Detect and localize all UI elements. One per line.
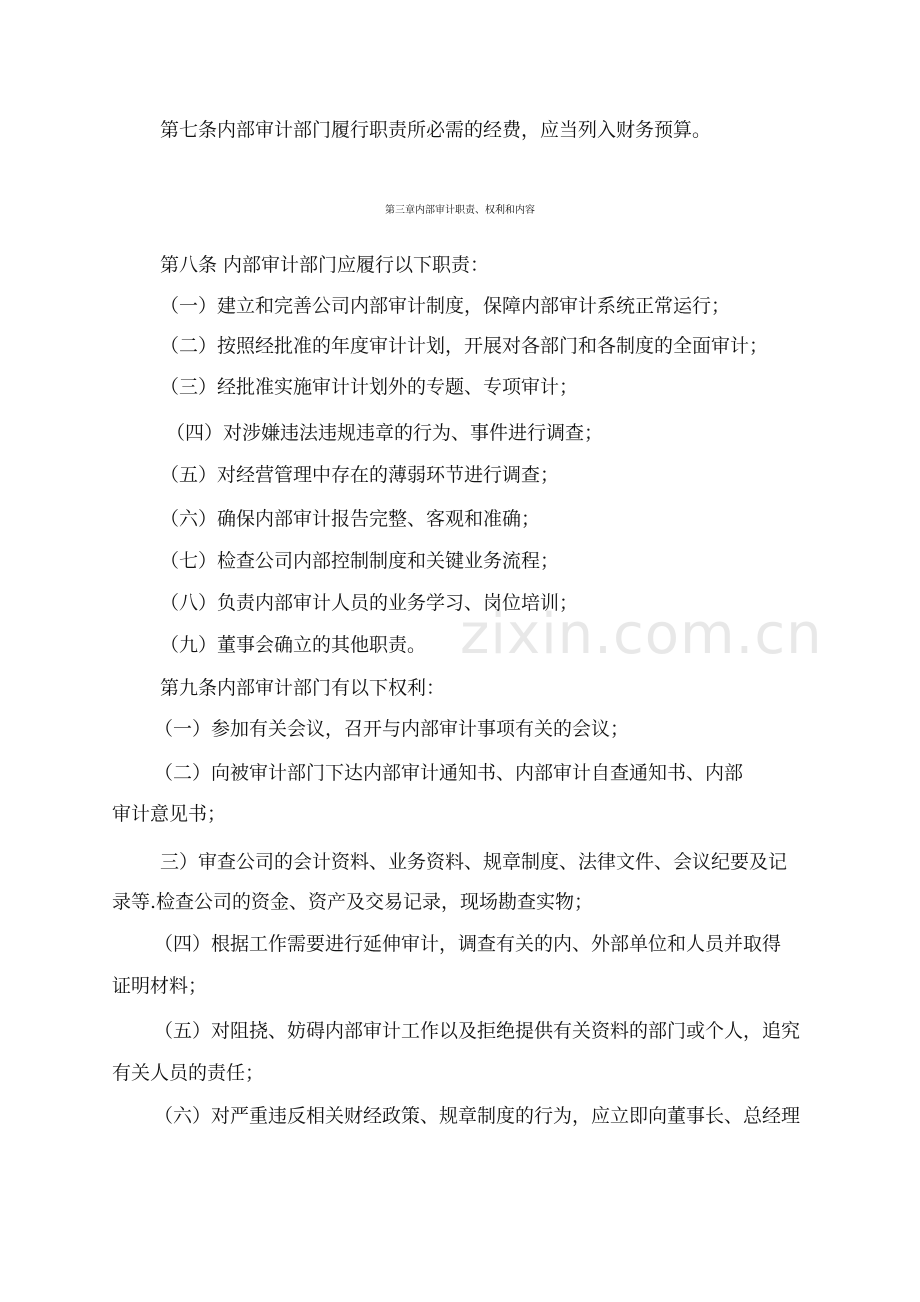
right-item-2-line-1: （二）向被审计部门下达内部审计通知书、内部审计自查通知书、内部 bbox=[154, 762, 744, 784]
duty-item-3: （三）经批准实施审计计划外的专题、专项审计； bbox=[160, 376, 579, 398]
chapter-3-heading: 第三章内部审计职责、权利和内容 bbox=[385, 205, 535, 216]
duty-item-2: （二）按照经批准的年度审计计划，开展对各部门和各制度的全面审计； bbox=[160, 335, 769, 357]
duty-item-9: （九）董事会确立的其他职责。 bbox=[160, 634, 427, 656]
right-item-3-line-2: 录等.检查公司的资金、资产及交易记录，现场勘查实物； bbox=[112, 891, 594, 913]
right-item-1: （一）参加有关会议，召开与内部审计事项有关的会议； bbox=[154, 718, 630, 740]
duty-item-7: （七）检查公司内部控制制度和关键业务流程； bbox=[160, 550, 560, 572]
right-item-5-line-1: （五）对阻挠、妨碍内部审计工作以及拒绝提供有关资料的部门或个人，追究 bbox=[154, 1020, 801, 1042]
duty-item-6: （六）确保内部审计报告完整、客观和准确； bbox=[160, 508, 541, 530]
duty-item-1: （一）建立和完善公司内部审计制度，保障内部审计系统正常运行； bbox=[160, 295, 731, 317]
article-8-intro: 第八条 内部审计部门应履行以下职责： bbox=[160, 254, 490, 276]
right-item-5-line-2: 有关人员的责任； bbox=[112, 1062, 265, 1084]
article-9-intro: 第九条内部审计部门有以下权利： bbox=[160, 677, 446, 699]
right-item-2-line-2: 审计意见书； bbox=[112, 803, 227, 825]
watermark: zixin.com.cn bbox=[460, 602, 823, 667]
right-item-3-line-1: 三）审查公司的会计资料、业务资料、规章制度、法律文件、会议纪要及记 bbox=[160, 851, 788, 873]
duty-item-4: （四）对涉嫌违法违规违章的行为、事件进行调查； bbox=[166, 422, 604, 444]
right-item-4-line-1: （四）根据工作需要进行延伸审计，调查有关的内、外部单位和人员并取得 bbox=[154, 933, 782, 955]
article-7-text: 第七条内部审计部门履行职责所必需的经费，应当列入财务预算。 bbox=[160, 119, 712, 141]
right-item-4-line-2: 证明材料； bbox=[112, 975, 208, 997]
duty-item-5: （五）对经营管理中存在的薄弱环节进行调查； bbox=[160, 464, 560, 486]
right-item-6-line-1: （六）对严重违反相关财经政策、规章制度的行为，应立即向董事长、总经理 bbox=[154, 1105, 801, 1127]
duty-item-8: （八）负责内部审计人员的业务学习、岗位培训； bbox=[160, 592, 579, 614]
